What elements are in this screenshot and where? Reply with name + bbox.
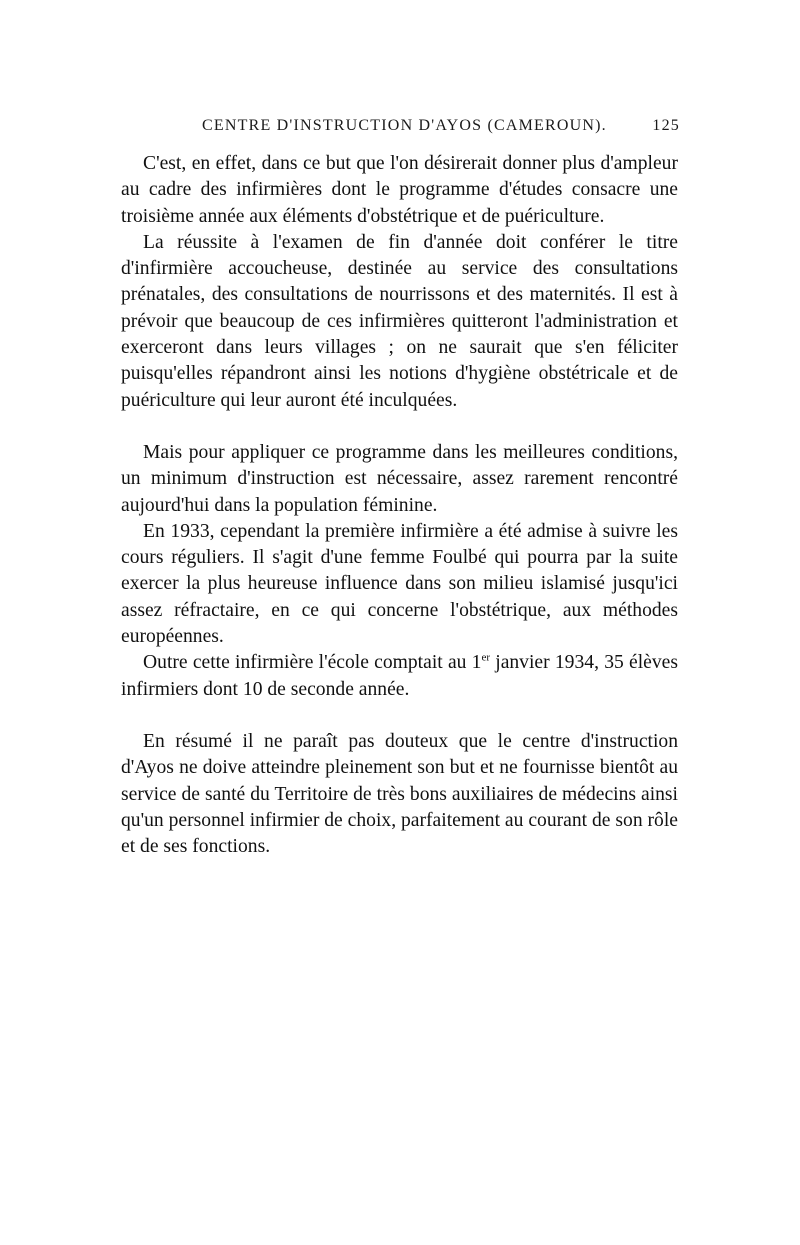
running-head — [120, 117, 680, 141]
page-number: 125 — [652, 117, 680, 134]
paragraph-1: C'est, en effet, dans ce but que l'on désirerait donner plus d'ampleur au cadre des infirmières dont le programme d'études consacre une troisième année aux éléments d'obstétrique et de puériculture. — [121, 153, 678, 227]
paragraph-5-text-before: Outre cette infirmière l'école comptait au 1 — [143, 652, 482, 674]
body-text — [121, 151, 678, 860]
paragraph-3: Mais pour appliquer ce programme dans les meilleures conditions, un minimum d'instruction est nécessaire, assez rarement rencontré aujourd'hui dans la population féminine. — [121, 441, 678, 516]
paragraph-6: En résumé il ne paraît pas douteux que le centre d'instruction d'Ayos ne doive atteindre pleinement son but et ne fournisse bientôt au service de santé du Territoire de très bons auxiliaires de médecins ainsi qu'un personnel infirmier de choix, parfaitement au courant de son rôle et de ses fonctions. — [121, 730, 678, 858]
paragraph-5 — [121, 650, 678, 703]
paragraph-5-text-after: janvier 1934, 35 élèves infirmiers dont 10 de seconde année. — [121, 652, 678, 700]
ordinal-superscript: er — [481, 651, 491, 664]
paragraph-4: En 1933, cependant la première infirmière a été admise à suivre les cours réguliers. Il s'agit d'une femme Foulbé qui pourra par la suite exercer la plus heureuse influence dans son milieu islamisé jusqu'ici assez réfractaire, en ce qui concerne l'obstétrique, aux méthodes européennes. — [121, 520, 678, 648]
paragraph-2: La réussite à l'examen de fin d'année doit conférer le titre d'infirmière accoucheuse, destinée au service des consultations prénatales, des consultations de nourrissons et des maternités. Il est à prévoir que beaucoup de ces infirmières quitteront l'administration et exerceront dans leurs villages ; on ne saurait que s'en féliciter puisqu'elles répandront ainsi les notions d'hygiène obstétricale et de puériculture qui leur auront été inculquées. — [121, 231, 678, 411]
running-head-title: CENTRE D'INSTRUCTION D'AYOS (CAMEROUN). — [202, 117, 607, 134]
